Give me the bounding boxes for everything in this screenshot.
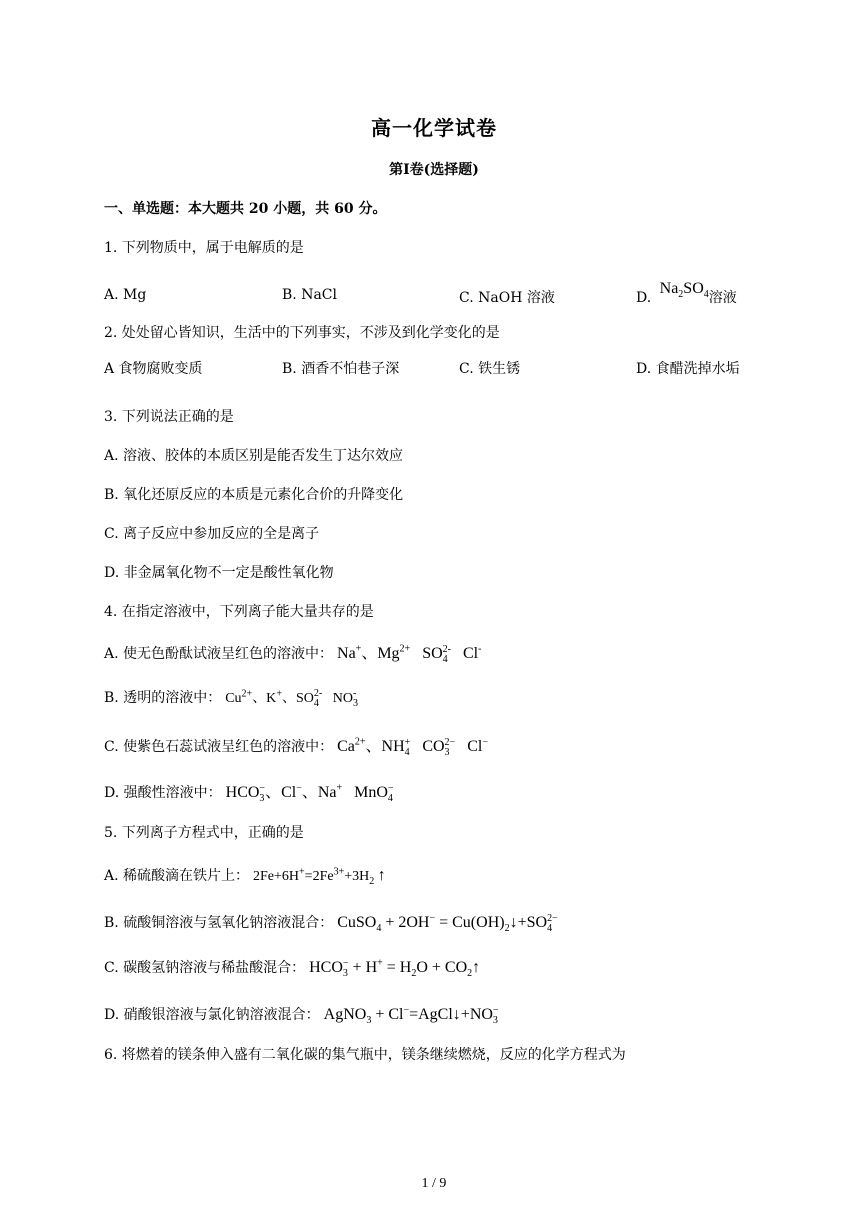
question-2-option-d: D. 食醋洗掉水垢 — [636, 361, 740, 377]
question-5-option-d — [104, 1004, 499, 1027]
option-b-label: B. 硫酸铜溶液与氢氧化钠溶液混合： — [104, 915, 334, 931]
formula-equation-d: AgNO$_3$ + $Cl^-=AgCl↓+NO_3^-$ — [323, 1004, 499, 1027]
question-1-option-c: C. NaOH 溶液 — [459, 290, 555, 306]
question-5-option-b — [104, 912, 558, 935]
option-a-label: A. 使无色酚酞试液呈红色的溶液中： — [104, 646, 334, 662]
formula-ions-d: $HCO_3^-$、Cl−、Na+ MnO$_4$− — [225, 782, 394, 805]
question-3-option-c: C. 离子反应中参加反应的全是离子 — [104, 526, 320, 542]
page-number: 1 / 9 — [421, 1176, 447, 1191]
option-d-prefix: D. — [636, 290, 652, 306]
formula-na2so4: $Na_2SO_4$ — [659, 280, 709, 301]
question-4-option-b — [104, 687, 356, 707]
option-d-suffix: 溶液 — [708, 290, 737, 306]
formula-equation-c: $HCO_3^- + H^+ = H_2O$ + $CO_2↑$ — [309, 957, 481, 980]
question-4-stem: 4. 在指定溶液中，下列离子能大量共存的是 — [104, 604, 374, 620]
question-1-stem: 1. 下列物质中，属于电解质的是 — [104, 240, 304, 256]
question-2-stem: 2. 处处留心皆知识，生活中的下列事实，不涉及到化学变化的是 — [104, 325, 500, 341]
option-c-label: C. 碳酸氢钠溶液与稀盐酸混合： — [104, 960, 306, 976]
option-d-label: D. 硝酸银溶液与氯化钠溶液混合： — [104, 1007, 320, 1023]
question-5-option-c — [104, 957, 481, 980]
option-d-label: D. 强酸性溶液中： — [104, 785, 222, 801]
formula-ions-c: $Ca^{2+}$、$NH_4^+$ $CO_3^{2-}$ Cl− — [337, 736, 488, 759]
option-b-label: B. 透明的溶液中： — [104, 690, 222, 706]
question-2-option-a: A 食物腐败变质 — [104, 361, 203, 377]
question-5-stem: 5. 下列离子方程式中，正确的是 — [104, 825, 304, 841]
question-1-option-b: B. NaCl — [282, 287, 337, 303]
page-title: 高一化学试卷 — [371, 116, 497, 140]
question-5-option-a — [104, 865, 386, 885]
question-4-option-d — [104, 779, 394, 805]
question-1-option-a: A. Mg — [104, 287, 147, 303]
question-4-option-a — [104, 640, 482, 666]
section-heading: 一、单选题：本大题共 20 小题，共 60 分。 — [104, 201, 387, 217]
question-6-stem: 6. 将燃着的镁条伸入盛有二氧化碳的集气瓶中，镁条继续燃烧，反应的化学方程式为 — [104, 1047, 626, 1063]
question-3-option-d: D. 非金属氧化物不一定是酸性氧化物 — [104, 565, 334, 581]
question-3-option-a: A. 溶液、胶体的本质区别是能否发生丁达尔效应 — [104, 448, 404, 464]
formula-equation-b: CuSO$_4$ + $2OH^- = Cu(OH)_2↓+SO_4^{2-}$ — [337, 912, 558, 935]
question-1-option-d — [636, 278, 737, 306]
question-3-stem: 3. 下列说法正确的是 — [104, 409, 234, 425]
question-3-option-b: B. 氧化还原反应的本质是元素化合价的升降变化 — [104, 487, 404, 503]
page-subtitle: 第I卷(选择题) — [389, 162, 479, 178]
formula-ions-a: Na+、$Mg^{2+}$ $SO_4^{2-}$ Cl- — [337, 643, 482, 666]
formula-ions-b: $Cu^{2+}$、K+、$SO_4^{2-}$ $NO_3^-$ — [225, 688, 358, 709]
question-2-option-c: C. 铁生锈 — [459, 361, 521, 377]
question-4-option-c — [104, 733, 488, 759]
option-c-label: C. 使紫色石蕊试液呈红色的溶液中： — [104, 739, 334, 755]
question-2-option-b: B. 酒香不怕巷子深 — [282, 361, 400, 377]
formula-equation-a: $2Fe+6H^+=2Fe^{3+}+3H_2$ ↑ — [253, 866, 386, 887]
option-a-label: A. 稀硫酸滴在铁片上： — [104, 868, 250, 884]
